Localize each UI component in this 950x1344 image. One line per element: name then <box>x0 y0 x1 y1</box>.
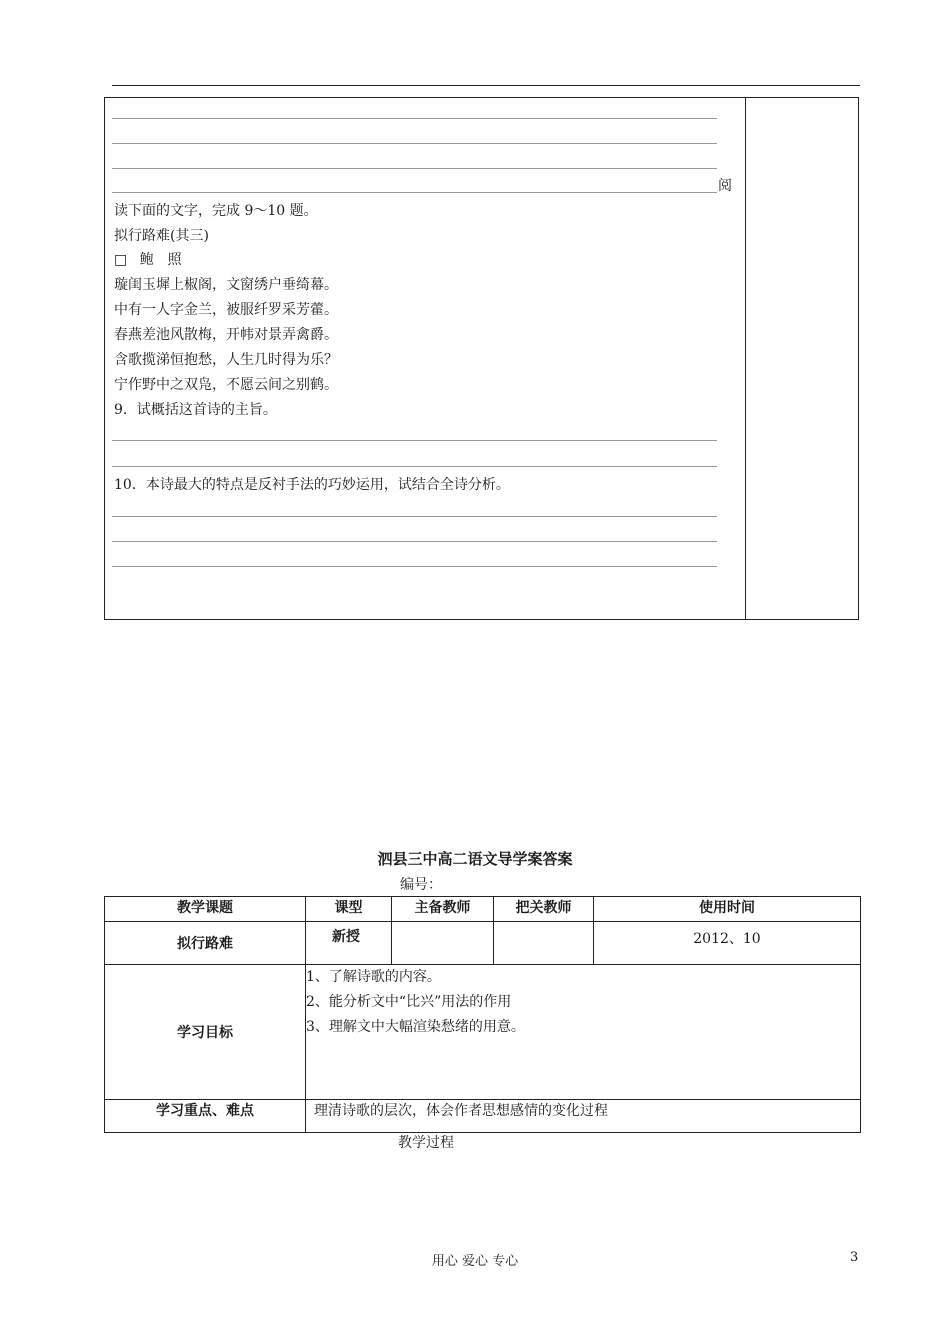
answer-line <box>112 168 717 169</box>
use-date: 2012、10 <box>594 922 861 965</box>
course-type: 新授 <box>306 922 392 965</box>
check-teacher-cell <box>494 922 594 965</box>
goals-label: 学习目标 <box>105 965 306 1100</box>
table-header-row <box>105 897 861 922</box>
header-date: 使用时间 <box>594 897 861 922</box>
read-instruction: 读下面的文字，完成 9～10 题。 <box>114 203 318 219</box>
header-lead-teacher: 主备教师 <box>392 897 494 922</box>
question-10: 10．本诗最大的特点是反衬手法的巧妙运用，试结合全诗分析。 <box>114 477 510 493</box>
answer-line <box>112 118 717 119</box>
answer-line <box>112 566 717 567</box>
key-points-text: 理清诗歌的层次，体会作者思想感情的变化过程 <box>306 1100 861 1133</box>
header-check-teacher: 把关教师 <box>494 897 594 922</box>
answer-line <box>112 192 717 193</box>
poem-author <box>114 250 182 270</box>
poem-line: 春燕差池风散梅，开帏对景弄禽爵。 <box>114 327 338 343</box>
header-rule <box>112 85 860 86</box>
poem-line: 璇闺玉墀上椒阁，文窗绣户垂绮幕。 <box>114 277 338 293</box>
footer-motto: 用心 爱心 专心 <box>431 1254 519 1269</box>
lead-teacher-cell <box>392 922 494 965</box>
goal-item: 2、能分析文中“比兴”用法的作用 <box>306 994 512 1010</box>
page-number: 3 <box>850 1250 859 1265</box>
exercise-box-divider <box>745 97 746 620</box>
answer-line <box>112 143 717 144</box>
question-9: 9．试概括这首诗的主旨。 <box>114 402 277 418</box>
answer-title: 泗县三中高二语文导学案答案 <box>377 850 573 868</box>
author-marker: □ <box>114 252 128 268</box>
poem-title: 拟行路难(其三) <box>114 228 209 244</box>
serial-label: 编号： <box>400 877 442 893</box>
table-row <box>105 922 861 965</box>
lesson-plan-table <box>104 896 861 1133</box>
header-topic: 教学课题 <box>105 897 306 922</box>
poem-line: 含歌揽涕恒抱愁，人生几时得为乐？ <box>114 352 338 368</box>
goals-cell <box>306 965 861 1100</box>
answer-line <box>112 440 717 441</box>
table-row <box>105 1100 861 1133</box>
answer-line <box>112 516 717 517</box>
table-row <box>105 965 861 1100</box>
course-title: 拟行路难 <box>105 922 306 965</box>
read-instruction-start: 阅 <box>718 178 732 194</box>
answer-line <box>112 541 717 542</box>
goal-item: 1、了解诗歌的内容。 <box>306 969 441 985</box>
author-name: 鲍 照 <box>139 252 182 268</box>
poem-line: 中有一人字金兰，被服纤罗采芳藿。 <box>114 302 338 318</box>
poem-line: 宁作野中之双凫，不愿云间之别鹤。 <box>114 377 338 393</box>
header-type: 课型 <box>306 897 392 922</box>
answer-line <box>112 466 717 467</box>
key-points-label: 学习重点、难点 <box>105 1100 306 1133</box>
process-label: 教学过程 <box>398 1135 454 1151</box>
goal-item: 3、理解文中大幅渲染愁绪的用意。 <box>306 1019 525 1035</box>
